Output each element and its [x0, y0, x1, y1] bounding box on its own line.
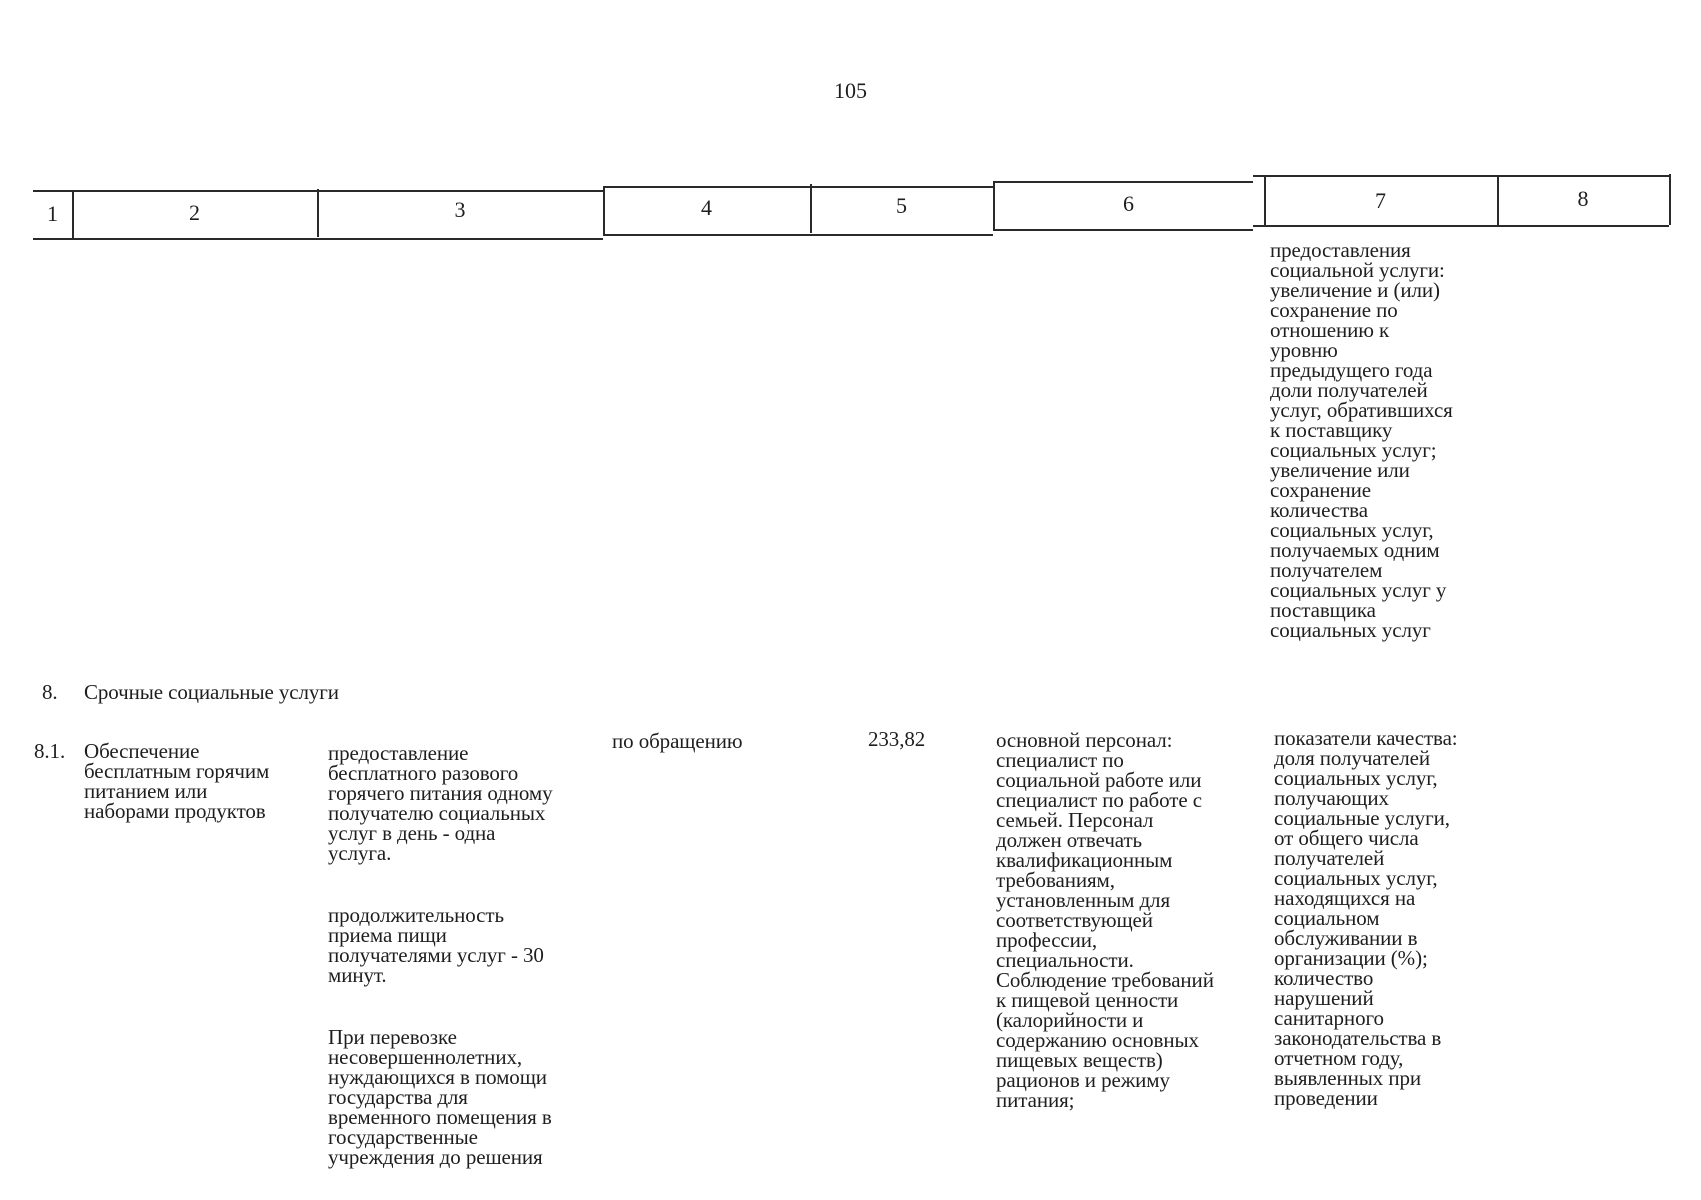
row-number: 8.1. — [34, 739, 66, 763]
continuation-quality-indicators: предоставления социальной услуги: увеличение и (или) сохранение по отношению к уровню предыдущего года доли получателей услуг, обратившихся к поставщику социальных услуг; увеличение или сохранение количества социальных услуг, получаемых одним получателем социальных услуг у поставщика социальных услуг — [1270, 238, 1453, 642]
column-number-6: 6 — [1123, 191, 1134, 216]
section-number: 8. — [42, 680, 58, 704]
service-description — [328, 723, 608, 1187]
column-number-5: 5 — [896, 193, 907, 218]
section-title: Срочные социальные услуги — [84, 680, 339, 704]
service-name: Обеспечение бесплатным горячим питанием или наборами продуктов — [84, 739, 270, 823]
column-number-3: 3 — [454, 197, 466, 222]
service-frequency: по обращению — [612, 729, 743, 753]
service-price: 233,82 — [868, 727, 926, 751]
column-number-1: 1 — [47, 201, 58, 226]
service-quality-indicators: показатели качества: доля получателей социальных услуг, получающих социальные услуги, от общего числа получателей социальных услуг, находящихся на социальном обслуживании в организации (%); количество нарушений санитарного законодательства в отчетном году, выявленных при проведении — [1274, 726, 1458, 1110]
column-number-4: 4 — [701, 195, 712, 220]
page-number: 105 — [834, 78, 867, 103]
service-description-paragraph-1: предоставление бесплатного разового горячего питания одному получателю социальных услуг в день - одна услуга. — [328, 741, 553, 865]
service-conditions: основной персонал: специалист по социальной работе или специалист по работе с семьей. Персонал должен отвечать квалификационным требованиям, установленным для соответствующей профессии, специальности. Соблюдение требований к пищевой ценности (калорийности и содержанию основных пищевых веществ) рационов и режиму питания; — [996, 728, 1214, 1112]
column-number-8: 8 — [1577, 186, 1589, 211]
column-number-7: 7 — [1375, 188, 1386, 213]
service-description-paragraph-2: продолжительность приема пищи получателями услуг - 30 минут. — [328, 903, 544, 987]
column-number-2: 2 — [189, 200, 200, 225]
service-description-paragraph-3: При перевозке несовершеннолетних, нуждающихся в помощи государства для временного помещения в государственные учреждения до решения — [328, 1025, 552, 1169]
